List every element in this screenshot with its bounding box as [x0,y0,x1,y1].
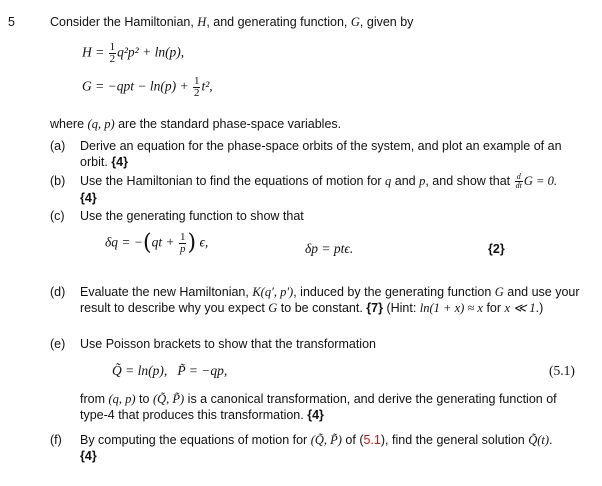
part-e-marks: {4} [307,408,324,422]
part-b-label: (b) [50,174,66,188]
generating-function-equation: G = −qpt − ln(p) + $\frac{1}{2}$ t², [82,75,213,99]
question-intro: Consider the Hamiltonian, H, and generating function, G, given by [50,15,414,29]
part-c-text: Use the generating function to show that [80,209,304,223]
one-over-p-fraction: $\frac{1}{p}$ [179,231,186,255]
hamiltonian-equation: H = $\frac{1}{2}$ q²p² + ln(p), [82,41,185,65]
equation-number: (5.1) [549,363,575,378]
delta-p-equation: δp = ptϵ. [305,241,354,256]
part-f-marks: {4} [80,449,97,463]
part-c-marks: {2} [488,242,505,256]
part-d-label: (d) [50,285,66,299]
transformation-equation: Q̃ = ln(p), P̃ = −qp, [112,363,228,378]
part-b-text: Use the Hamiltonian to find the equations of motion for q and p, and show that $\frac{d}{dt}$ G = 0. {4} [80,172,557,206]
right-paren: ) [187,230,197,256]
part-c-label: (c) [50,209,65,223]
part-b-marks: {4} [80,191,97,206]
part-f-text: By computing the equations of motion for (Q̃, P̃) of (5.1), find the general solution Q̃(t). {4} [80,433,553,463]
half-fraction: $\frac{1}{2}$ [109,41,116,65]
part-a-marks: {4} [111,155,128,169]
part-f-label: (f) [50,433,62,447]
part-e-text-2: from (q, p) to (Q̃, P̃) is a canonical transformation, and derive the generating function of type-4 that produces this transformation. {4} [80,392,557,422]
part-a-label: (a) [50,139,66,153]
part-d-text: Evaluate the new Hamiltonian, K(q′, p′), induced by the generating function G and use your result to describe why you expect G to be constant. {7} (Hint: ln(1 + x) ≈ x for x ≪ 1.) [80,285,580,315]
equation-reference-link[interactable]: 5.1 [363,433,381,447]
question-number: 5 [8,15,15,29]
half-fraction: $\frac{1}{2}$ [193,75,200,99]
part-d-marks: {7} [366,301,383,315]
delta-q-equation: δq = −(qt + $\frac{1}{p}$ ) ϵ, [105,230,209,256]
part-a-text: Derive an equation for the phase-space orbits of the system, and plot an example of an orbit. {4} [80,139,562,169]
part-e-label: (e) [50,337,66,351]
time-derivative: $\frac{d}{dt}$ [515,172,522,191]
part-e-text: Use Poisson brackets to show that the transformation [80,337,376,351]
where-statement: where (q, p) are the standard phase-space variables. [50,117,342,131]
left-paren: ( [143,230,152,256]
